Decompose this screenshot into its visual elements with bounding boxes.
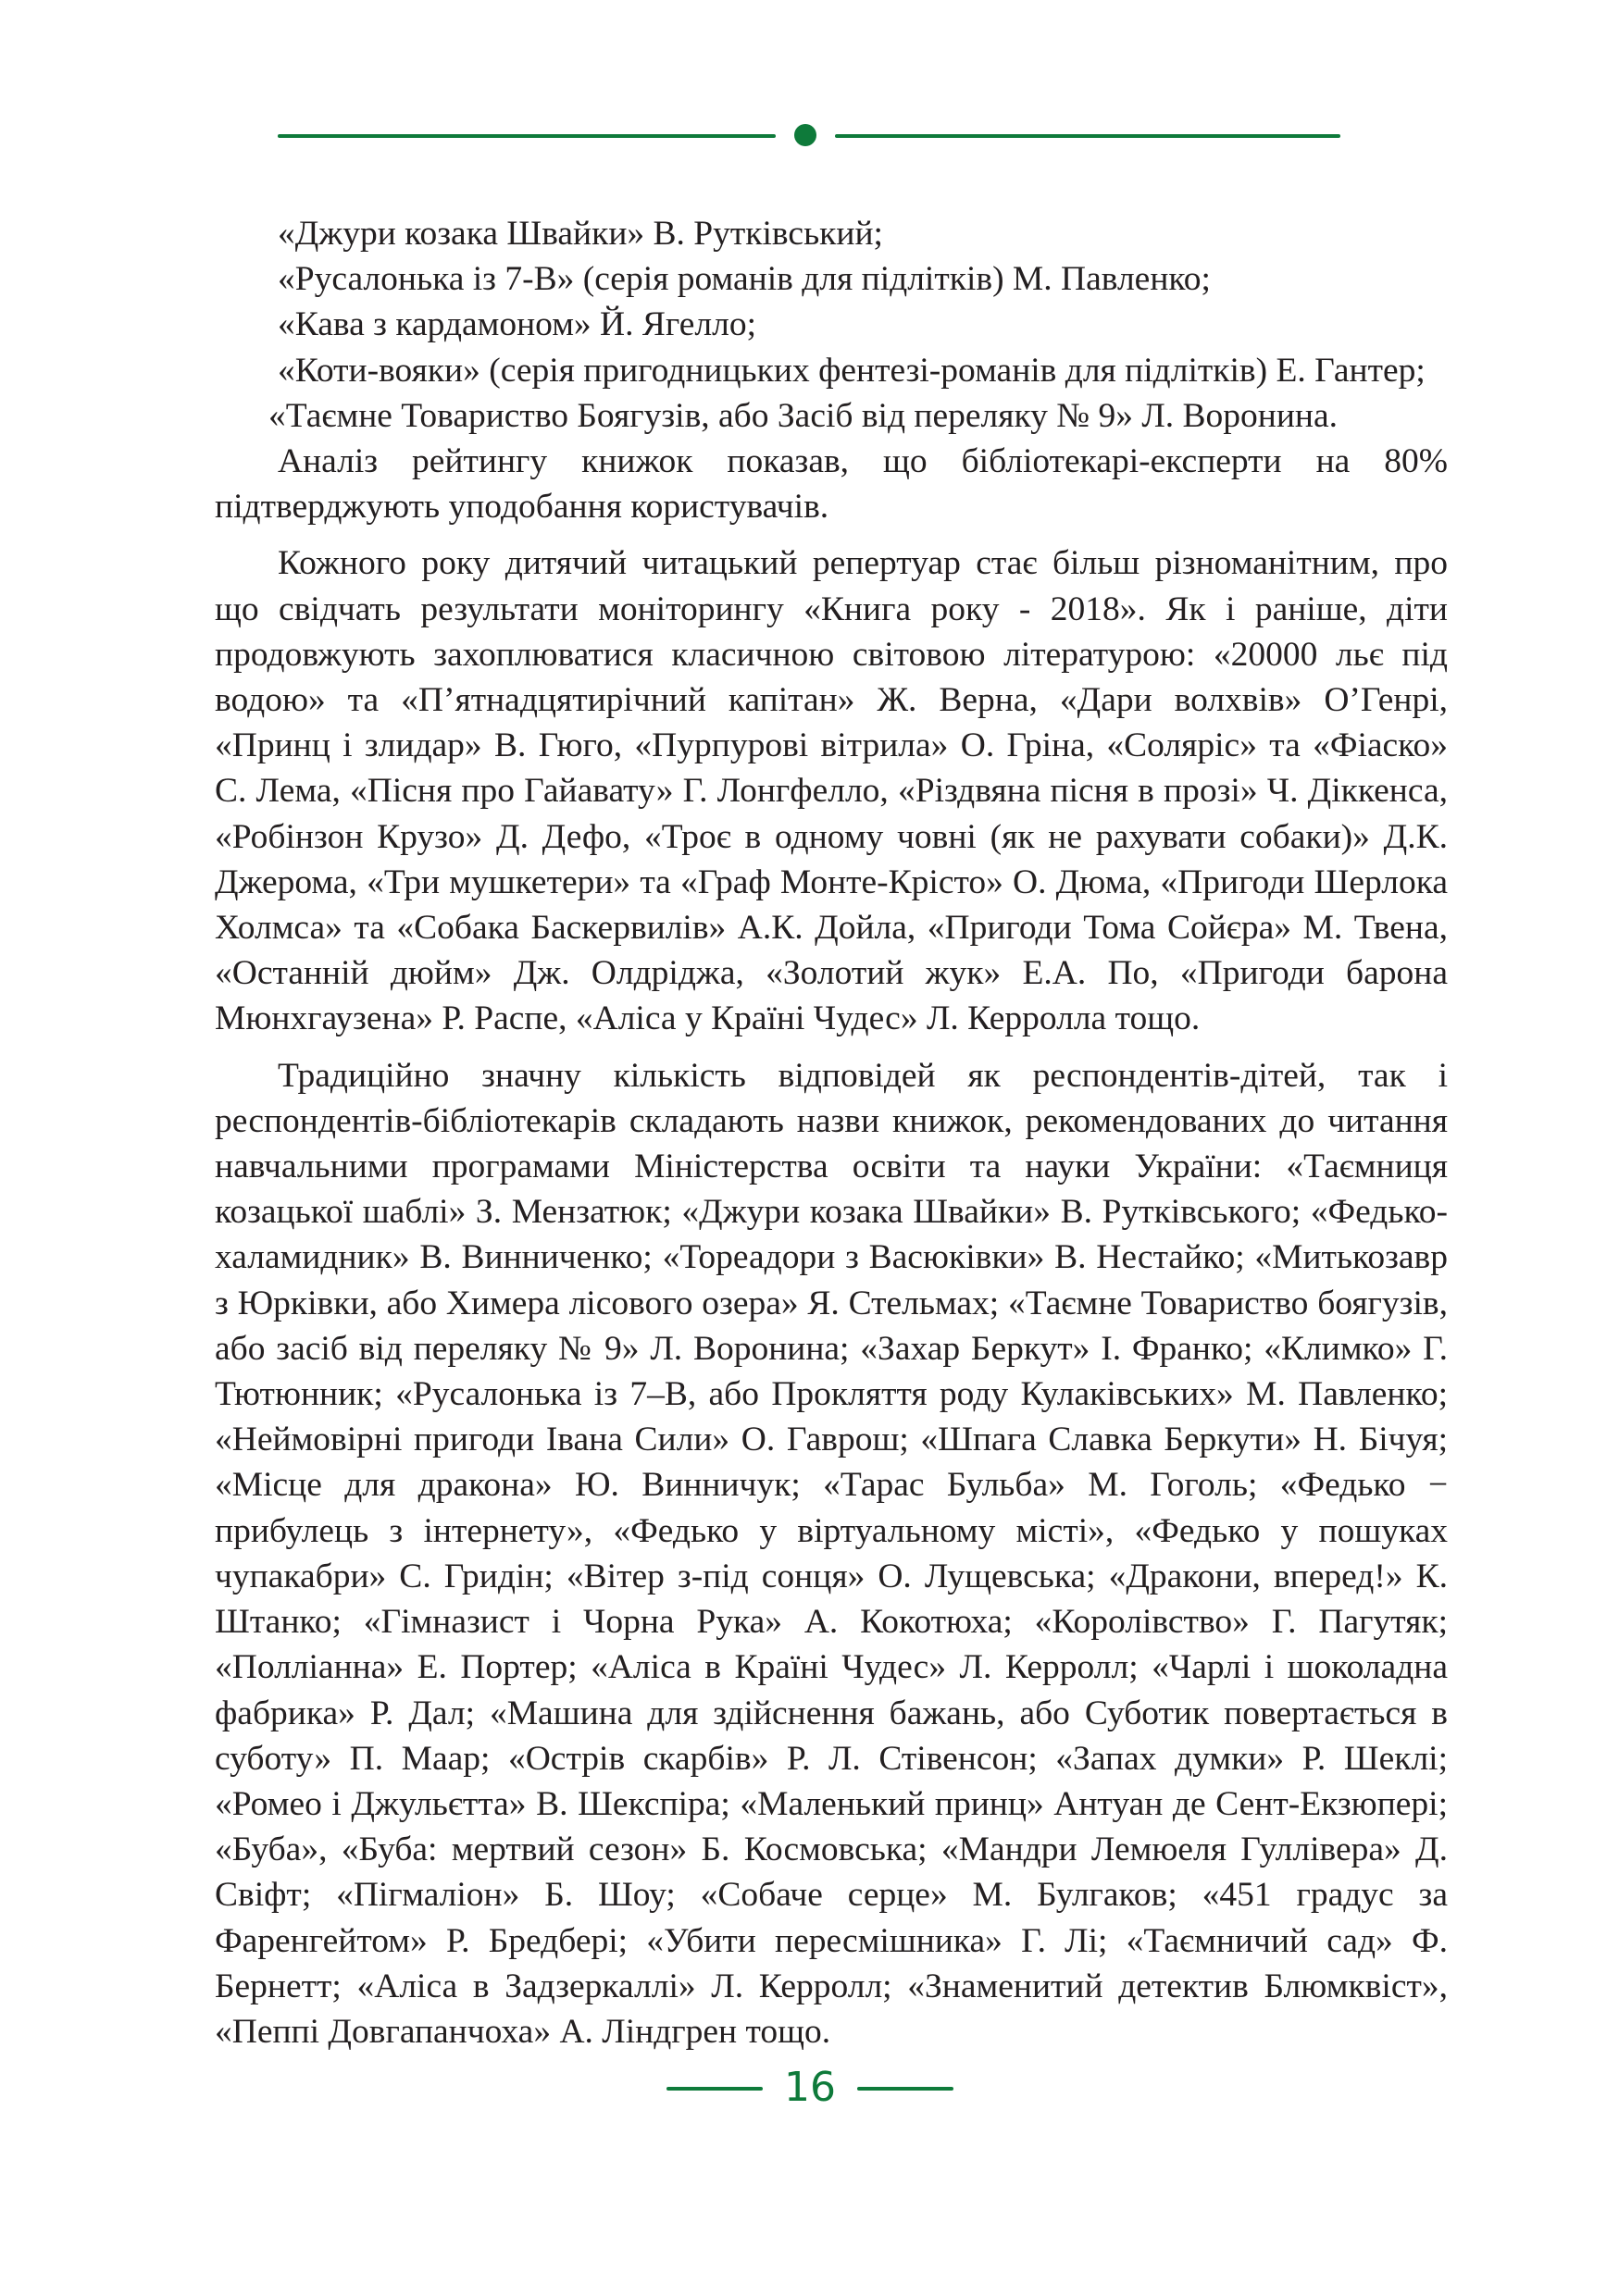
page-number: 16 — [784, 2064, 836, 2111]
list-item: «Кава з кардамоном» Й. Ягелло; — [278, 305, 757, 344]
ornament-dot — [794, 124, 816, 146]
ornament-line-right — [835, 134, 1340, 138]
list-item: «Джури козака Швайки» В. Рутківський; — [278, 215, 883, 253]
list-item: «Коти-вояки» (серія пригодницьких фентезі-романів для підлітків) Е. Гантер; — [278, 351, 1426, 390]
page-footer — [666, 2060, 953, 2116]
paragraph: Традиційно значну кількість відповідей як респондентів-дітей, так і респондентів-бібліотекарів складають назви книжок, рекомендованих до читання навчальними програмами Міністерства освіти та науки України: «Таємниця козацької шаблі» З. Мензатюк; «Джури козака Швайки» В. Рутківського; «Федько-халамидник» В. Винниченко; «Тореадори з Васюківки» В. Нестайко; «Митькозавр з Юрківки, або Химера лісового озера» Я. Стельмах; «Таємне Товариство боягузів, або засіб від переляку № 9» Л. Воронина; «Захар Беркут» І. Франко; «Климко» Г. Тютюнник; «Русалонька із 7–В, або Прокляття роду Кулаківських» М. Павленко; «Неймовірні пригоди Івана Сили» О. Гаврош; «Шпага Славка Беркути» Н. Бічуя; «Місце для дракона» Ю. Винничук; «Тарас Бульба» М. Гоголь; «Федько − прибулець з інтернету», «Федько у віртуальному місті», «Федько у пошуках чупакабри» С. Гридін; «Вітер з-під сонця» О. Лущевська; «Дракони, вперед!» К. Штанко; «Гімназист і Чорна Рука» А. Кокотюха; «Королівство» Г. Пагутяк; «Полліанна» Е. Портер; «Аліса в Країні Чудес» Л. Керролл; «Чарлі і шоколадна фабрика» Р. Дал; «Машина для здійснення бажань, або Суботик повертається в суботу» П. Маар; «Острів скарбів» Р. Л. Стівенсон; «Запах думки» Р. Шеклі; «Ромео і Джульєтта» В. Шекспіра; «Маленький принц» Антуан де Сент-Екзюпері; «Буба», «Буба: мертвий сезон» Б. Космовська; «Мандри Лемюеля Гуллівера» Д. Свіфт; «Пігмаліон» Б. Шоу; «Собаче серце» М. Булгаков; «451 градус за Фаренгейтом» Р. Бредбері; «Убити пересмішника» Г. Лі; «Таємничий сад» Ф. Бернетт; «Аліса в Задзеркаллі» Л. Керролл; «Знаменитий детектив Блюмквіст», «Пеппі Довгапанчоха» А. Ліндгрен тощо. — [215, 1056, 1448, 2051]
ornament-line-left — [278, 134, 776, 138]
paragraph: Кожного року дитячий читацький репертуар стає більш різноманітним, про що свідчать результати моніторингу «Книга року - 2018». Як і раніше, діти продовжують захоплюватися класичною світовою літературою: «20000 льє під водою» та «П’ятнадцятирічний капітан» Ж. Верна, «Дари волхвів» О’Генрі, «Принц і злидар» В. Гюго, «Пурпурові вітрила» О. Гріна, «Соляріс» та «Фіаско» С. Лема, «Пісня про Гайавату» Г. Лонгфелло, «Різдвяна пісня в прозі» Ч. Діккенса, «Робінзон Крузо» Д. Дефо, «Троє в одному човні (як не рахувати собаки)» Д.К. Джерома, «Три мушкетери» та «Граф Монте-Крісто» О. Дюма, «Пригоди Шерлока Холмса» та «Собака Баскервилів» А.К. Дойла, «Пригоди Тома Сойєра» М. Твена, «Останній дюйм» Дж. Олдріджа, «Золотий жук» Е.А. По, «Пригоди барона Мюнхгаузена» Р. Распе, «Аліса у Країні Чудес» Л. Керролла тощо. — [215, 544, 1448, 1038]
paragraph: Аналіз рейтингу книжок показав, що бібліотекарі-експерти на 80% підтверджують уподобання користувачів. — [215, 442, 1448, 527]
footer-line-left — [666, 2087, 763, 2091]
list-item: «Таємне Товариство Боягузів, або Засіб від переляку № 9» Л. Воронина. — [268, 396, 1338, 435]
page-body — [215, 211, 1448, 2054]
footer-line-right — [857, 2087, 953, 2091]
list-item: «Русалонька із 7-В» (серія романів для підлітків) М. Павленко; — [278, 260, 1211, 299]
top-ornament — [278, 124, 1340, 148]
